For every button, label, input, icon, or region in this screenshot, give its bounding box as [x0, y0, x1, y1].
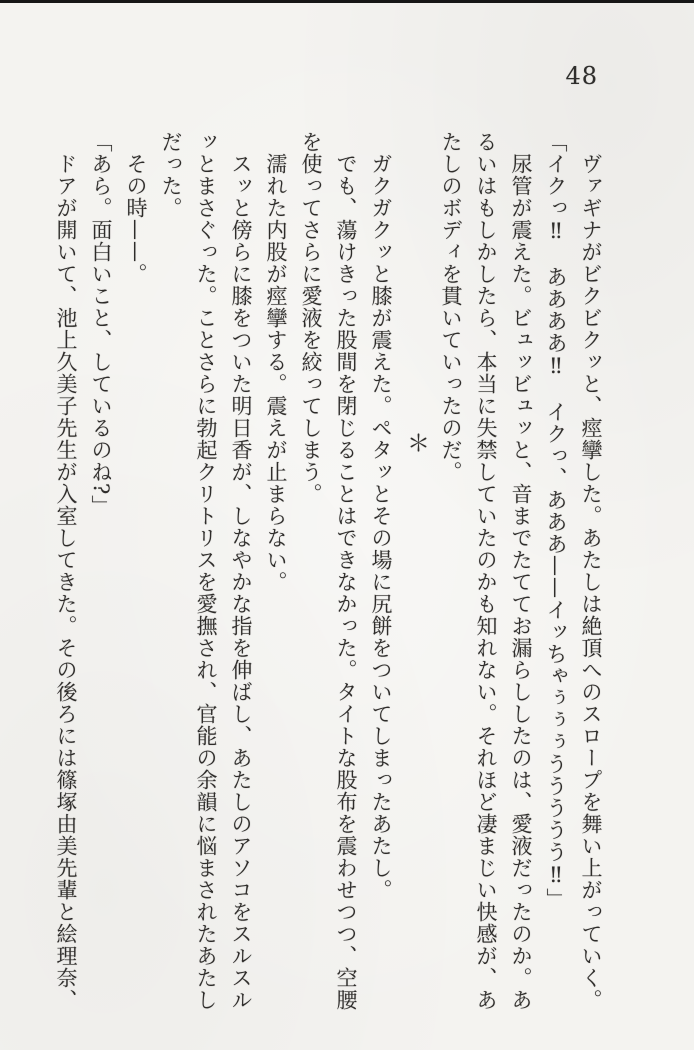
text-line-11: スッと傍らに膝をついた明日香が、しなやかな指を伸ばし、あたしのアソコをスルスル — [229, 153, 253, 1011]
text-line-3: 尿管が震えた。ビュッビュッと、音までたててお漏らししたのは、愛液だったのか。あ — [509, 153, 533, 1011]
text-line-7: ガクガクッと膝が震えた。ペタッとその場に尻餅をついてしまったあたし。 — [369, 153, 393, 901]
section-break-asterisk: ＊ — [403, 431, 429, 455]
text-line-1: ヴァギナがビクビクッと、痙攣した。あたしは絶頂へのスロープを舞い上がっていく。 — [579, 153, 603, 1011]
text-line-13: だった。 — [159, 131, 183, 219]
page-number: 48 — [565, 62, 598, 90]
text-line-16: ドアが開いて、池上久美子先生が入室してきた。その後ろには篠塚由美先輩と絵理奈、 — [54, 153, 78, 1011]
text-line-10: 濡れた内股が痙攣する。震えが止まらない。 — [264, 153, 288, 593]
text-line-2: 「イクっ‼ ああああ‼ イクっ、あああ——イッちゃぅぅぅううううう‼」 — [544, 131, 568, 910]
text-line-8: でも、蕩けきった股間を閉じることはできなかった。タイトな股布を震わせつつ、空腰 — [334, 153, 358, 1011]
text-line-15: 「あら。面白いこと、しているのね?」 — [89, 131, 113, 518]
text-line-14: その時——。 — [124, 153, 148, 285]
text-line-4: るいはもしかしたら、本当に失禁していたのかも知れない。それほど凄まじい快感が、あ — [474, 131, 498, 1011]
text-line-9: を使ってさらに愛液を絞ってしまう。 — [299, 131, 323, 505]
text-line-5: たしのボディを貫いていったのだ。 — [439, 131, 463, 483]
page-text — [46, 131, 608, 1015]
page-top-border — [0, 0, 694, 3]
text-line-12: ッとまさぐった。ことさらに勃起クリトリスを愛撫され、官能の余韻に悩まされたあたし — [194, 131, 218, 1011]
